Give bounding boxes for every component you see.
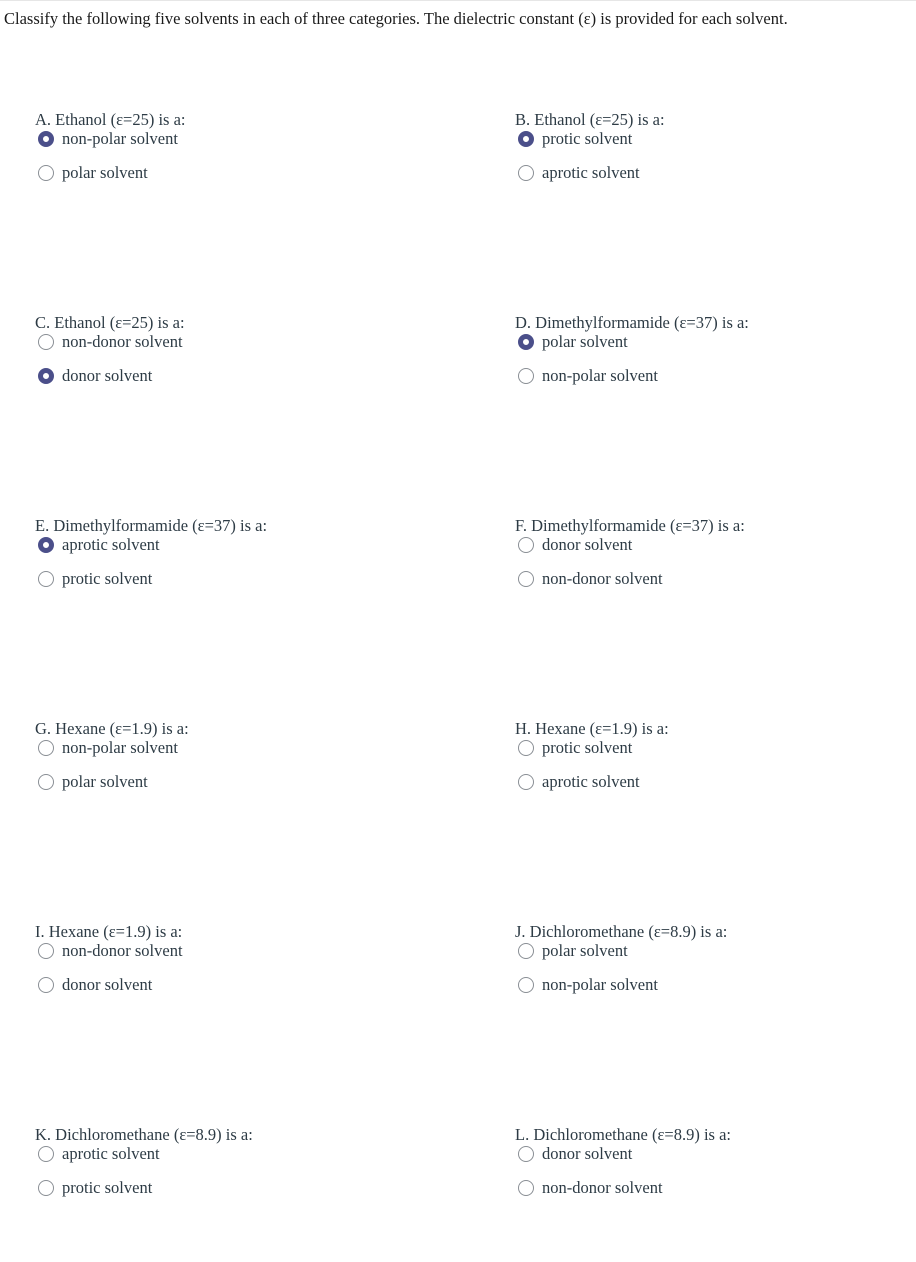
option-label[interactable]: non-polar solvent xyxy=(62,129,178,148)
option-label[interactable]: non-donor solvent xyxy=(62,332,183,351)
radio-button-icon[interactable] xyxy=(38,571,54,587)
radio-button-icon[interactable] xyxy=(38,1180,54,1196)
question-label: K. Dichloromethane (ε=8.9) is a: xyxy=(35,1125,253,1144)
radio-option[interactable] xyxy=(518,161,640,185)
option-label[interactable]: non-polar solvent xyxy=(62,738,178,757)
radio-option[interactable] xyxy=(38,736,178,760)
radio-option[interactable] xyxy=(38,567,152,591)
question-label: I. Hexane (ε=1.9) is a: xyxy=(35,922,183,941)
radio-button-icon[interactable] xyxy=(518,131,534,147)
radio-option[interactable] xyxy=(38,770,148,794)
radio-option[interactable] xyxy=(518,567,663,591)
radio-option[interactable] xyxy=(518,1142,632,1166)
radio-button-icon[interactable] xyxy=(518,977,534,993)
option-label[interactable]: donor solvent xyxy=(542,1144,633,1163)
radio-button-icon[interactable] xyxy=(518,368,534,384)
radio-option[interactable] xyxy=(518,770,640,794)
radio-option[interactable] xyxy=(518,364,658,388)
option-label[interactable]: protic solvent xyxy=(62,1178,153,1197)
radio-button-icon[interactable] xyxy=(518,774,534,790)
radio-button-icon[interactable] xyxy=(38,943,54,959)
radio-option[interactable] xyxy=(38,127,178,151)
radio-button-icon[interactable] xyxy=(518,1180,534,1196)
option-label[interactable]: non-donor solvent xyxy=(62,941,183,960)
radio-button-icon[interactable] xyxy=(38,774,54,790)
radio-option[interactable] xyxy=(38,1142,160,1166)
option-label[interactable]: aprotic solvent xyxy=(62,1144,160,1163)
radio-button-icon[interactable] xyxy=(38,334,54,350)
option-label[interactable]: aprotic solvent xyxy=(62,535,160,554)
radio-button-icon[interactable] xyxy=(518,943,534,959)
radio-button-icon[interactable] xyxy=(38,977,54,993)
option-label[interactable]: polar solvent xyxy=(62,772,148,791)
radio-option[interactable] xyxy=(518,127,632,151)
radio-option[interactable] xyxy=(518,1176,663,1200)
question-label: D. Dimethylformamide (ε=37) is a: xyxy=(515,313,749,332)
radio-button-icon[interactable] xyxy=(38,368,54,384)
question-label: J. Dichloromethane (ε=8.9) is a: xyxy=(515,922,728,941)
question-label: F. Dimethylformamide (ε=37) is a: xyxy=(515,516,745,535)
option-label[interactable]: protic solvent xyxy=(542,129,633,148)
radio-button-icon[interactable] xyxy=(38,1146,54,1162)
question-label: E. Dimethylformamide (ε=37) is a: xyxy=(35,516,268,535)
option-label[interactable]: non-polar solvent xyxy=(542,975,658,994)
option-label[interactable]: polar solvent xyxy=(542,941,628,960)
option-label[interactable]: protic solvent xyxy=(542,738,633,757)
radio-option[interactable] xyxy=(518,330,628,354)
radio-button-icon[interactable] xyxy=(38,131,54,147)
question-label: C. Ethanol (ε=25) is a: xyxy=(35,313,185,332)
radio-button-icon[interactable] xyxy=(518,571,534,587)
option-label[interactable]: donor solvent xyxy=(542,535,633,554)
option-label[interactable]: non-polar solvent xyxy=(542,366,658,385)
radio-option[interactable] xyxy=(38,330,183,354)
instructions-text: Classify the following five solvents in each of three categories. The dielectric constant (ε) is provided for each solvent. xyxy=(4,9,788,28)
radio-button-icon[interactable] xyxy=(38,165,54,181)
radio-option[interactable] xyxy=(518,533,632,557)
radio-button-icon[interactable] xyxy=(518,740,534,756)
radio-option[interactable] xyxy=(38,364,152,388)
option-label[interactable]: donor solvent xyxy=(62,366,153,385)
radio-option[interactable] xyxy=(518,973,658,997)
option-label[interactable]: non-donor solvent xyxy=(542,569,663,588)
option-label[interactable]: polar solvent xyxy=(542,332,628,351)
option-label[interactable]: aprotic solvent xyxy=(542,772,640,791)
radio-option[interactable] xyxy=(38,161,148,185)
top-divider xyxy=(0,0,916,1)
option-label[interactable]: protic solvent xyxy=(62,569,153,588)
radio-option[interactable] xyxy=(38,973,152,997)
question-label: A. Ethanol (ε=25) is a: xyxy=(35,110,186,129)
question-label: H. Hexane (ε=1.9) is a: xyxy=(515,719,669,738)
radio-button-icon[interactable] xyxy=(38,537,54,553)
radio-option[interactable] xyxy=(38,1176,152,1200)
option-label[interactable]: non-donor solvent xyxy=(542,1178,663,1197)
radio-button-icon[interactable] xyxy=(518,165,534,181)
question-label: G. Hexane (ε=1.9) is a: xyxy=(35,719,189,738)
radio-option[interactable] xyxy=(38,939,183,963)
radio-option[interactable] xyxy=(38,533,160,557)
option-label[interactable]: donor solvent xyxy=(62,975,153,994)
radio-button-icon[interactable] xyxy=(518,537,534,553)
radio-option[interactable] xyxy=(518,939,628,963)
radio-button-icon[interactable] xyxy=(38,740,54,756)
option-label[interactable]: polar solvent xyxy=(62,163,148,182)
option-label[interactable]: aprotic solvent xyxy=(542,163,640,182)
radio-button-icon[interactable] xyxy=(518,334,534,350)
question-label: L. Dichloromethane (ε=8.9) is a: xyxy=(515,1125,732,1144)
question-label: B. Ethanol (ε=25) is a: xyxy=(515,110,665,129)
radio-option[interactable] xyxy=(518,736,632,760)
radio-button-icon[interactable] xyxy=(518,1146,534,1162)
